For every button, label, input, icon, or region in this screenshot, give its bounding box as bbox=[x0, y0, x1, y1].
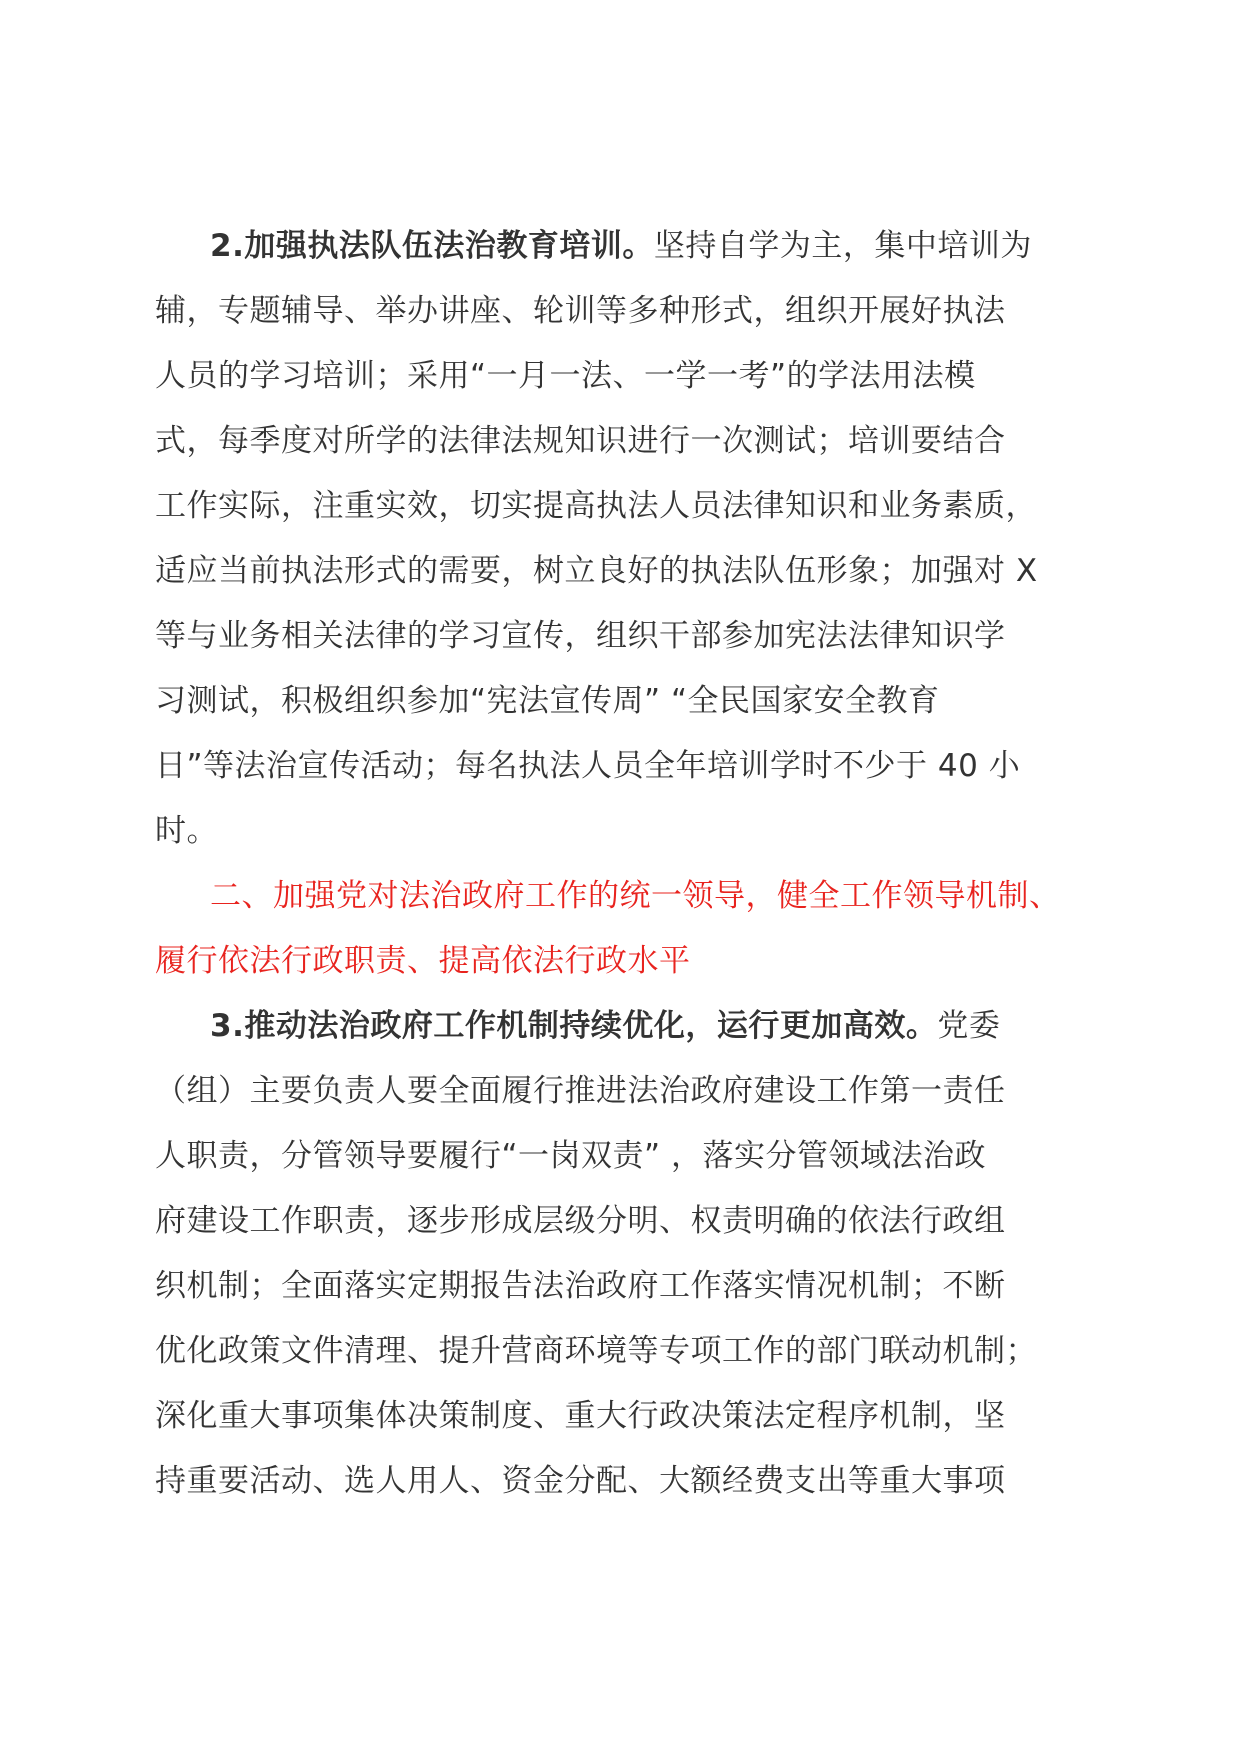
paragraph-3-line-6: 优化政策文件清理、提升营商环境等专项工作的部门联动机制； bbox=[155, 1333, 1037, 1369]
paragraph-2-line-2: 辅，专题辅导、举办讲座、轮训等多种形式，组织开展好执法 bbox=[155, 293, 1006, 329]
paragraph-2-line-9: 日”等法治宣传活动；每名执法人员全年培训学时不少于 40 小 bbox=[155, 748, 1021, 784]
paragraph-2-line-10: 时。 bbox=[155, 813, 218, 849]
document-body bbox=[155, 214, 1095, 1514]
paragraph-3-line-8: 持重要活动、选人用人、资金分配、大额经费支出等重大事项 bbox=[155, 1463, 1006, 1499]
paragraph-2-line-4: 式，每季度对所学的法律法规知识进行一次测试；培训要结合 bbox=[155, 423, 1006, 459]
item-3-text: 党委 bbox=[937, 1008, 1001, 1044]
section-heading-line-2: 履行依法行政职责、提高依法行政水平 bbox=[155, 943, 691, 979]
item-3-heading: 3.推动法治政府工作机制持续优化，运行更加高效。 bbox=[210, 1008, 938, 1044]
paragraph-3-line-7: 深化重大事项集体决策制度、重大行政决策法定程序机制，坚 bbox=[155, 1398, 1006, 1434]
paragraph-3-line-5: 织机制；全面落实定期报告法治政府工作落实情况机制；不断 bbox=[155, 1268, 1006, 1304]
paragraph-3-line-1 bbox=[155, 994, 1095, 1059]
item-2-heading: 2.加强执法队伍法治教育培训。 bbox=[210, 228, 654, 264]
section-heading-line-1: 二、加强党对法治政府工作的统一领导，健全工作领导机制、 bbox=[210, 878, 1061, 914]
paragraph-2-line-1 bbox=[155, 214, 1095, 279]
paragraph-2-line-5: 工作实际，注重实效，切实提高执法人员法律知识和业务素质， bbox=[155, 488, 1037, 524]
paragraph-3-line-2: （组）主要负责人要全面履行推进法治政府建设工作第一责任 bbox=[155, 1073, 1006, 1109]
paragraph-2-line-3: 人员的学习培训；采用“一月一法、一学一考”的学法用法模 bbox=[155, 358, 976, 394]
paragraph-2-line-6: 适应当前执法形式的需要，树立良好的执法队伍形象；加强对 X bbox=[155, 553, 1038, 589]
paragraph-2-line-8: 习测试，积极组织参加“宪法宣传周” “全民国家安全教育 bbox=[155, 683, 940, 719]
paragraph-3-line-3: 人职责，分管领导要履行“一岗双责” ，落实分管领域法治政 bbox=[155, 1138, 986, 1174]
paragraph-2-line-7: 等与业务相关法律的学习宣传，组织干部参加宪法法律知识学 bbox=[155, 618, 1006, 654]
item-2-text: 坚持自学为主，集中培训为 bbox=[653, 228, 1032, 264]
paragraph-3-line-4: 府建设工作职责，逐步形成层级分明、权责明确的依法行政组 bbox=[155, 1203, 1006, 1239]
